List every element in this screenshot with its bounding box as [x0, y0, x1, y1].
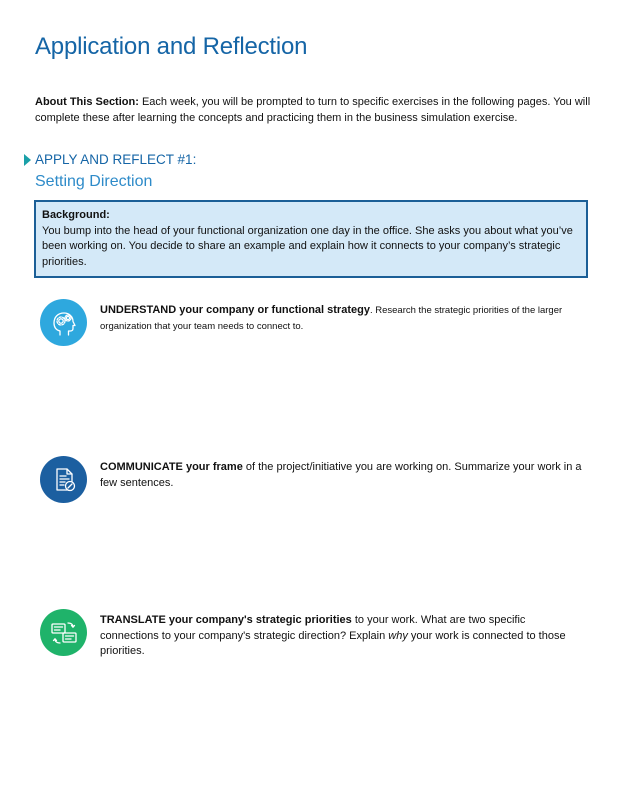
prompt-understand-text: [100, 299, 585, 334]
prompt-translate-detail-end: your work is connected to those priorities.: [100, 629, 566, 657]
prompt-communicate-lead: COMMUNICATE your frame: [100, 461, 243, 473]
prompt-translate-lead: TRANSLATE your company's strategic priorities: [100, 614, 352, 626]
about-text: Each week, you will be prompted to turn to specific exercises in the following pages. You will complete these after learning the concepts and practicing them in the business simulation exercise.: [35, 96, 591, 124]
translate-cards-icon: [40, 609, 87, 656]
prompt-understand-detail: . Research the strategic priorities of the larger organization that your team needs to connect to.: [100, 305, 563, 332]
prompt-communicate-detail: of the project/initiative you are working on. Summarize your work in a few sentences.: [100, 461, 582, 489]
page-title: Application and Reflection: [35, 33, 308, 60]
section-subtitle: Setting Direction: [35, 173, 153, 190]
background-title: Background:: [42, 209, 110, 221]
section-heading: [24, 152, 196, 167]
prompt-communicate: [40, 456, 585, 503]
about-section: [35, 95, 595, 126]
section-label: APPLY AND REFLECT #1:: [35, 152, 197, 167]
prompt-understand-lead: UNDERSTAND your company or functional strategy: [100, 304, 370, 316]
head-gears-icon: [40, 299, 87, 346]
about-label: About This Section:: [35, 96, 139, 108]
document-pen-icon: [40, 456, 87, 503]
background-box: [34, 200, 588, 278]
prompt-translate-text: [100, 609, 585, 660]
prompt-translate-emphasis: why: [388, 629, 408, 642]
prompt-translate-detail: to your work. What are two specific connections to your company's strategic direction? Explain: [100, 614, 526, 642]
prompt-translate: [40, 609, 585, 660]
triangle-bullet-icon: [24, 154, 31, 166]
prompt-understand: [40, 299, 585, 346]
prompt-communicate-text: [100, 456, 585, 491]
background-text: You bump into the head of your functional organization one day in the office. She asks you about what you’ve been working on. You decide to share an example and explain how it connects to your company’s strategic priorities.: [42, 224, 573, 268]
